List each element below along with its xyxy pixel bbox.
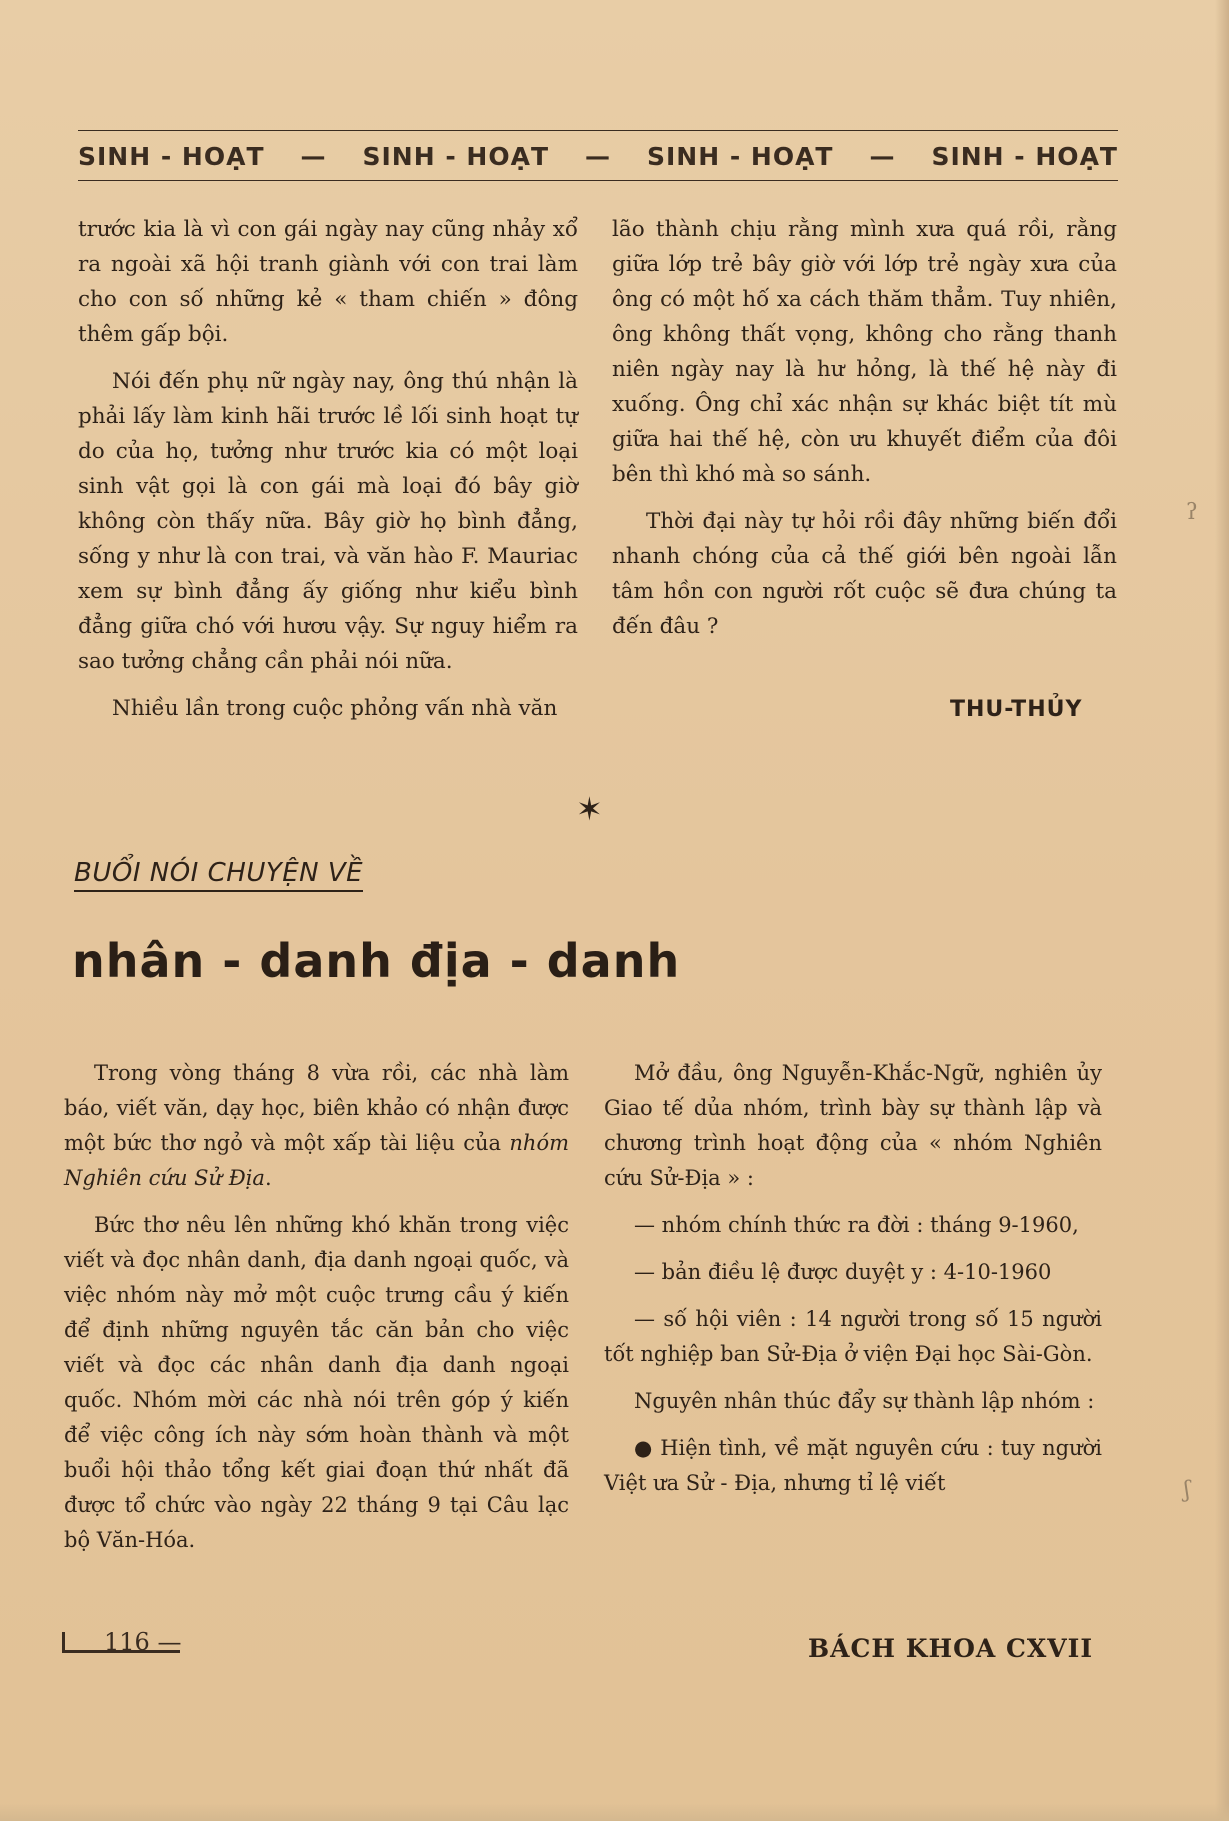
header-item: SINH - HOẠT <box>78 141 265 171</box>
group-name-emphasis: nhóm Nghiên cứu Sử Địa <box>64 1131 569 1190</box>
header-item: SINH - HOẠT <box>362 141 549 171</box>
article2-right-column <box>604 1056 1102 1513</box>
article2-intro: Mở đầu, ông Nguyễn-Khắc-Ngữ, nghiên ủy Giao tế dủa nhóm, trình bày sự thành lập và chương trình hoạt động của « nhóm Nghiên cứu Sử-Địa » : <box>604 1061 1102 1190</box>
header-top-rule <box>78 130 1118 131</box>
bullet-item: ● Hiện tình, về mặt nguyên cứu : tuy người Việt ưa Sử - Địa, nhưng tỉ lệ viết <box>604 1436 1102 1495</box>
author-signature: THU-THỦY <box>950 697 1083 722</box>
header-item: SINH - HOẠT <box>931 141 1118 171</box>
list-item: — nhóm chính thức ra đời : tháng 9-1960, <box>634 1213 1079 1237</box>
running-header <box>78 136 1118 176</box>
article1-paragraph: lão thành chịu rằng mình xưa quá rồi, rằng giữa lớp trẻ bây giờ với lớp trẻ ngày xưa của ông có một hố xa cách thăm thẳm. Tuy nhiên, ông không thất vọng, không cho rằng thanh niên ngày nay là hư hỏng, là thế hệ này đi xuống. Ông chỉ xác nhận sự khác biệt tít mù giữa hai thế hệ, còn ưu khuyết điểm của đôi bên thì khó mà so sánh. <box>612 217 1117 487</box>
text-run: Trong vòng tháng 8 vừa rồi, các nhà làm báo, viết văn, dạy học, biên khảo có nhận được một bức thơ ngỏ và một xấp tài liệu của <box>64 1061 569 1155</box>
header-dash: — <box>584 141 611 171</box>
stain-mark: ʃ <box>1184 1478 1190 1503</box>
article2-paragraph: Bức thơ nêu lên những khó khăn trong việc viết và đọc nhân danh, địa danh ngoại quốc, và việc nhóm này mở một cuộc trưng cầu ý kiến để định những nguyên tắc căn bản cho việc viết và đọc các nhân danh địa danh ngoại quốc. Nhóm mời các nhà nói trên góp ý kiến để việc công ích này sớm hoàn thành và một buổi hội thảo tổng kết giai đoạn thứ nhất đã được tổ chức vào ngày 22 tháng 9 tại Câu lạc bộ Văn-Hóa. <box>64 1213 569 1552</box>
separator-star-icon: ✶ <box>576 790 603 828</box>
header-dash: — <box>869 141 896 171</box>
magazine-issue: BÁCH KHOA CXVII <box>808 1634 1094 1663</box>
article2-kicker: BUỔI NÓI CHUYỆN VỀ <box>74 858 363 892</box>
text-run: . <box>264 1166 272 1190</box>
header-item: SINH - HOẠT <box>646 141 834 171</box>
list-item: — số hội viên : 14 người trong số 15 người tốt nghiệp ban Sử-Địa ở viện Đại học Sài-Gòn. <box>604 1307 1102 1366</box>
page-bottom-shadow <box>0 1803 1229 1821</box>
article1-paragraph: Nhiều lần trong cuộc phỏng vấn nhà văn <box>112 696 558 721</box>
article1-paragraph: Nói đến phụ nữ ngày nay, ông thú nhận là phải lấy làm kinh hãi trước lề lối sinh hoạt tự do của họ, tưởng như trước kia có một loại sinh vật gọi là con gái mà loại đó bây giờ không còn thấy nữa. Bây giờ họ bình đẳng, sống y như là con trai, và văn hào F. Mauriac xem sự bình đẳng ấy giống như kiểu bình đẳng giữa chó với hươu vậy. Sự nguy hiểm ra sao tưởng chẳng cần phải nói nữa. <box>78 369 578 674</box>
article1-right-column <box>612 212 1117 656</box>
header-dash: — <box>300 141 327 171</box>
page-edge-shadow <box>1215 0 1229 1821</box>
article1-left-column <box>78 212 578 738</box>
article1-paragraph: Thời đại này tự hỏi rồi đây những biến đổi nhanh chóng của cả thế giới bên ngoài lẫn tâm hồn con người rốt cuộc sẽ đưa chúng ta đến đâu ? <box>612 509 1117 639</box>
article2-left-column <box>64 1056 569 1570</box>
article2-paragraph <box>64 1056 569 1196</box>
page-number: 116 — <box>104 1628 182 1656</box>
stain-mark: ʔ <box>1186 500 1198 525</box>
header-bottom-rule <box>78 180 1118 181</box>
cause-heading: Nguyên nhân thúc đẩy sự thành lập nhóm : <box>634 1389 1095 1413</box>
article2-title: nhân - danh địa - danh <box>72 934 681 988</box>
article1-paragraph: trước kia là vì con gái ngày nay cũng nhảy xổ ra ngoài xã hội tranh giành với con trai làm cho con số những kẻ « tham chiến » đông thêm gấp bội. <box>78 217 578 347</box>
list-item: — bản điều lệ được duyệt y : 4-10-1960 <box>634 1260 1052 1284</box>
